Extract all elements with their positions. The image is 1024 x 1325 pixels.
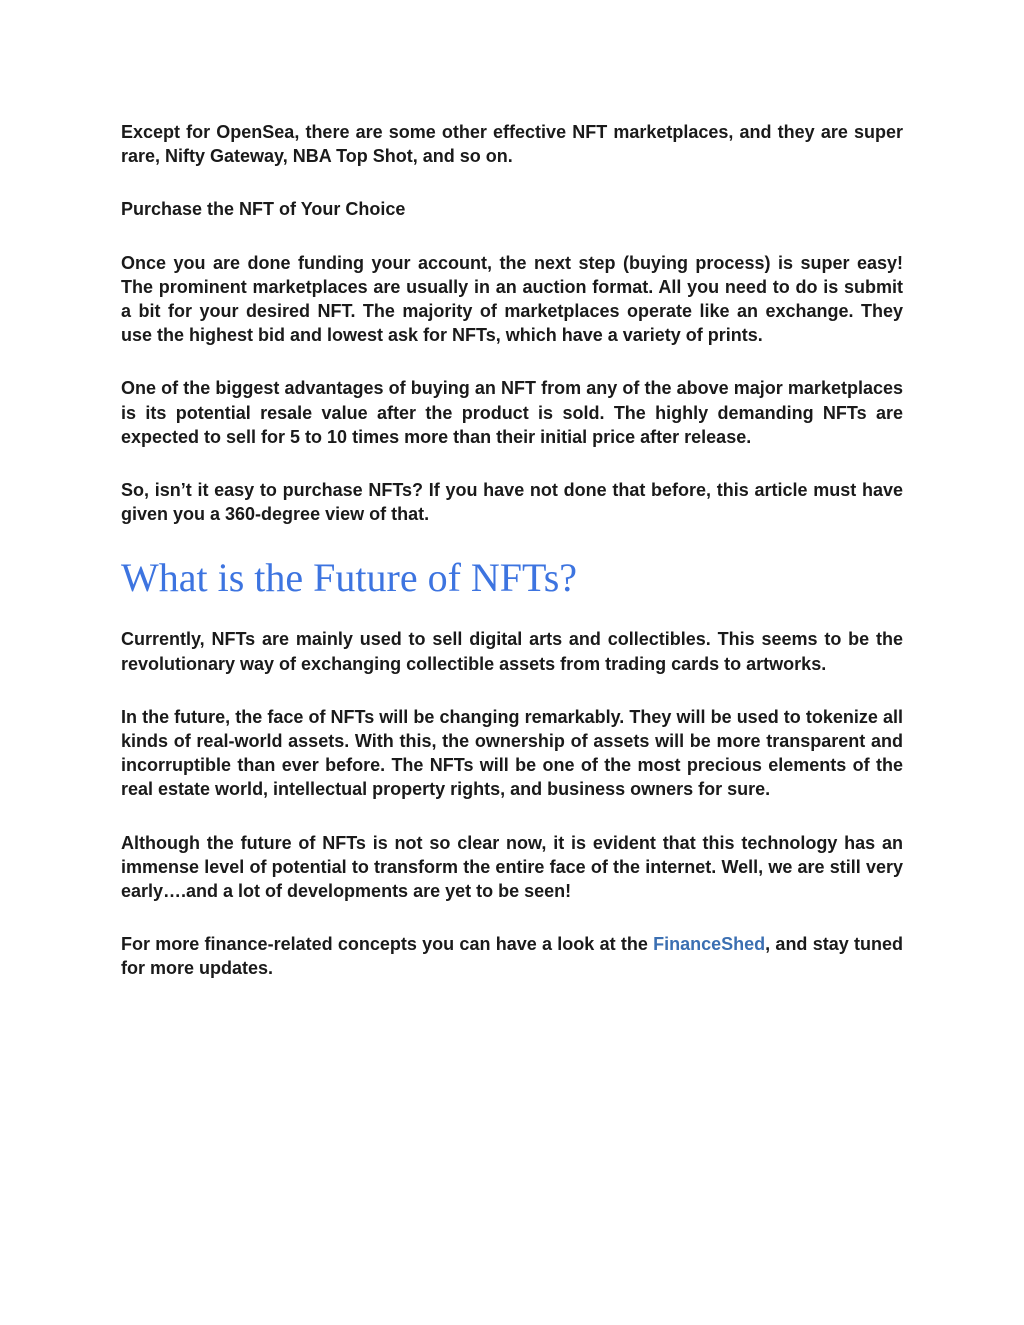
document-page (121, 120, 903, 1010)
paragraph-future-tokenize: In the future, the face of NFTs will be changing remarkably. They will be used to tokenize all kinds of real-world assets. With this, the ownership of assets will be more transparent and incorruptible than ever before. The NFTs will be one of the most precious elements of the real estate world, intellectual property rights, and business owners for sure. (121, 706, 903, 800)
paragraph-closing (121, 932, 903, 980)
paragraph-current-use: Currently, NFTs are mainly used to sell digital arts and collectibles. This seems to be the revolutionary way of exchanging collectible assets from trading cards to artworks. (121, 629, 903, 674)
closing-text-before-link: For more finance-related concepts you can have a look at the (121, 934, 654, 955)
closing-text-after-link: , and stay tuned for more updates. (121, 934, 903, 979)
paragraph-other-marketplaces: Except for OpenSea, there are some other effective NFT marketplaces, and they are super rare, Nifty Gateway, NBA Top Shot, and so on. (121, 122, 903, 167)
financeshed-link[interactable]: FinanceShed (653, 934, 766, 955)
subheading-purchase-nft: Purchase the NFT of Your Choice (121, 199, 406, 220)
paragraph-potential: Although the future of NFTs is not so clear now, it is evident that this technology has an immense level of potential to transform the entire face of the internet. Well, we are still very early….and a lot of developments are yet to be seen! (121, 832, 903, 902)
heading-future-of-nfts: What is the Future of NFTs? (121, 555, 578, 601)
paragraph-resale-value: One of the biggest advantages of buying an NFT from any of the above major marketplaces is its potential resale value after the product is sold. The highly demanding NFTs are expected to sell for 5 to 10 times more than their initial price after release. (121, 378, 903, 447)
paragraph-easy-purchase: So, isn’t it easy to purchase NFTs? If you have not done that before, this article must have given you a 360-degree view of that. (121, 480, 903, 525)
paragraph-buying-process: Once you are done funding your account, the next step (buying process) is super easy! The prominent marketplaces are usually in an auction format. All you need to do is submit a bit for your desired NFT. The majority of marketplaces operate like an exchange. They use the highest bid and lowest ask for NFTs, which have a variety of prints. (121, 252, 903, 346)
